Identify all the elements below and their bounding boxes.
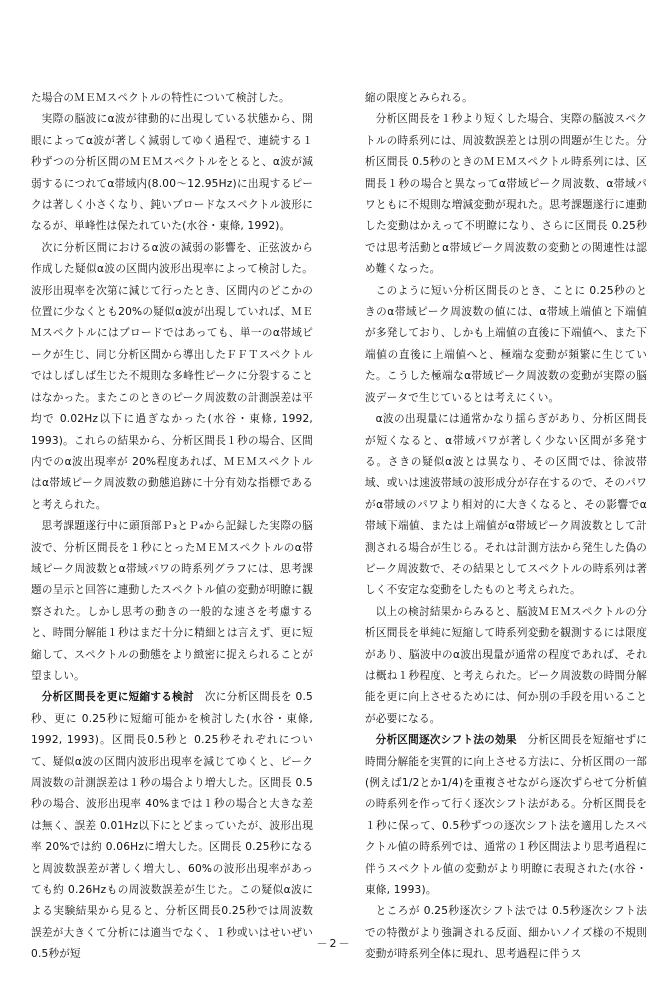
paragraph-body: 分析区間長を短縮せずに時間分解能を実質的に向上させる方法に、分析区間の一部(例えば1/2とか1/4)を重複させながら逐次ずらせて分析値の時系列を作って行く逐次シフト法がある。分析区間長を１秒に保って、0.5秒ずつの逐次シフト法を適用したスペクトル値の時系列では、通常の１秒区間法より思考過程に伴うスペクトル値の変動がより明瞭に表現された(水谷・東條, 1993)。	[365, 734, 647, 897]
paragraph: 縮の限度とみられる。	[365, 92, 473, 104]
paragraph-body: 次に分析区間長を 0.5秒、更に 0.25秒に短縮可能かを検討した(水谷・東條, 1992, 1993)。区間長0.5秒と 0.25秒それぞれについて、疑似α波の区間内波形出現率を減じてゆくと、ピーク周波数の計測誤差は１秒の場合より増大した。区間長 0.5秒の場合、波形出現率 40%までは１秒の場合と大きな差は無く、誤差 0.01Hz以下にとどまっていたが、波形出現率 20%では約 0.06Hzに増大した。区間長 0.25秒になると周波数誤差が著しく増大し、60%の波形出現率があっても約 0.26Hzもの周波数誤差が生じた。この疑似α波による実験結果から見ると、分析区間長0.25秒では周波数誤差が大きくて分析には適当でなく、１秒或いはせいぜい 0.5秒が短	[31, 691, 313, 961]
paragraph: 実際の脳波にα波が律動的に出現している状態から、開眼によってα波が著しく減弱してゆく過程で、連続する１秒ずつの分析区間のＭＥＭスペクトルをとると、α波が減弱するにつれてα帯域内(8.00～12.95Hz)に出現するピークは著しく小さくなり、鈍いブロードなスペクトル波形になるが、単峰性は保たれていた(水谷・東條, 1992)。	[31, 113, 313, 233]
paragraph: α波の出現量には通常かなり揺らぎがあり、分析区間長が短くなると、α帯域パワが著しく少ない区間が多発する。さきの疑似α波とは異なり、その区間では、徐波帯域、或いは速波帯域の波形成分が存在するので、そのパワがα帯域のパワより相対的に大きくなると、その影響でα帯域下端値、または上端値がα帯域ピーク周波数として計測される場合が生じる。それは計測方法から発生した偽のピーク周波数で、その結果としてスペクトルの時系列は著しく不安定な変動をしたものと考えられた。	[365, 413, 647, 597]
paragraph: 次に分析区間におけるα波の減弱の影響を、正弦波から作成した疑似α波の区間内波形出現率によって検討した。波形出現率を次第に減じて行ったとき、区間内のどこかの位置に少なくとも20%の疑似α波が出現していれば、ＭＥＭスペクトルにはブロードではあっても、単一のα帯域ピークが生じ、同じ分析区間から導出したＦＦＴスペクトルではしばしば生じた不規則な多峰性ピークに分裂することはなかった。またこのときのピーク周波数の計測誤差は平均で 0.02Hz以下に過ぎなかった(水谷・東條, 1992, 1993)。これらの結果から、分析区間長１秒の場合、区間内でのα波出現率が 20%程度あれば、ＭＥＭスペクトルはα帯域ピーク周波数の動態追跡に十分有効な指標であると考えられた。	[31, 241, 313, 511]
paragraph	[31, 687, 313, 965]
section-heading: 分析区間長を更に短縮する検討	[41, 691, 194, 704]
paragraph: 分析区間長を１秒より短くした場合、実際の脳波スペクトルの時系列には、周波数誤差とは別の問題が生じた。分析区間長 0.5秒のときのＭＥＭスペクトル時系列には、区間長１秒の場合と異なってα帯域ピーク周波数、α帯域パワともに不規則な増減変動が現れた。思考課題遂行に連動した変動はかえって不明瞭になり、さらに区間長 0.25秒では思考活動とα帯域ピーク周波数の変動との関連性は認め難くなった。	[365, 113, 647, 276]
paragraph: た場合のＭＥＭスペクトルの特性について検討した。	[31, 92, 290, 104]
paragraph	[365, 730, 647, 901]
paragraph: 以上の検討結果からみると、脳波ＭＥＭスペクトルの分析区間長を単純に短縮して時系列変動を観測するには限度があり、脳波中のα波出現量が通常の程度であれば、それは概ね１秒程度、と考えられた。ピーク周波数の時間分解能を更に向上させるためには、何か別の手段を用いることが必要になる。	[365, 605, 647, 725]
page-number: －2－	[316, 937, 352, 950]
paragraph: このように短い分析区間長のとき、ことに 0.25秒のときのα帯域ピーク周波数の値には、α帯域上端値と下端値が多発しており、しかも上端値の直後に下端値へ、また下端値の直後に上端値へと、極端な変動が頻繁に生じていた。こうした極端なα帯域ピーク周波数の変動が実際の脳波データで生じているとは考えにくい。	[365, 284, 647, 404]
paragraph: ところが 0.25秒逐次シフト法では 0.5秒逐次シフト法での特徴がより強調される反面、細かいノイズ様の不規則変動が時系列全体に現れ、思考過程に伴うス	[365, 905, 647, 961]
right-column	[365, 88, 647, 966]
section-heading: 分析区間逐次シフト法の効果	[375, 734, 517, 747]
left-column	[31, 88, 313, 966]
paragraph: 思考課題遂行中に頭頂部Ｐ₃とＰ₄から記録した実際の脳波で、分析区間長を１秒にとったＭＥＭスペクトルのα帯域ピーク周波数とα帯域パワの時系列グラフには、思考課題の呈示と回答に連動したスペクトル値の変動が明瞭に観察された。しかし思考の動きの一般的な速さを考慮すると、時間分解能１秒はまだ十分に精細とは言えず、更に短縮して、スペクトルの動態をより緻密に捉えられることが望ましい。	[31, 520, 313, 682]
